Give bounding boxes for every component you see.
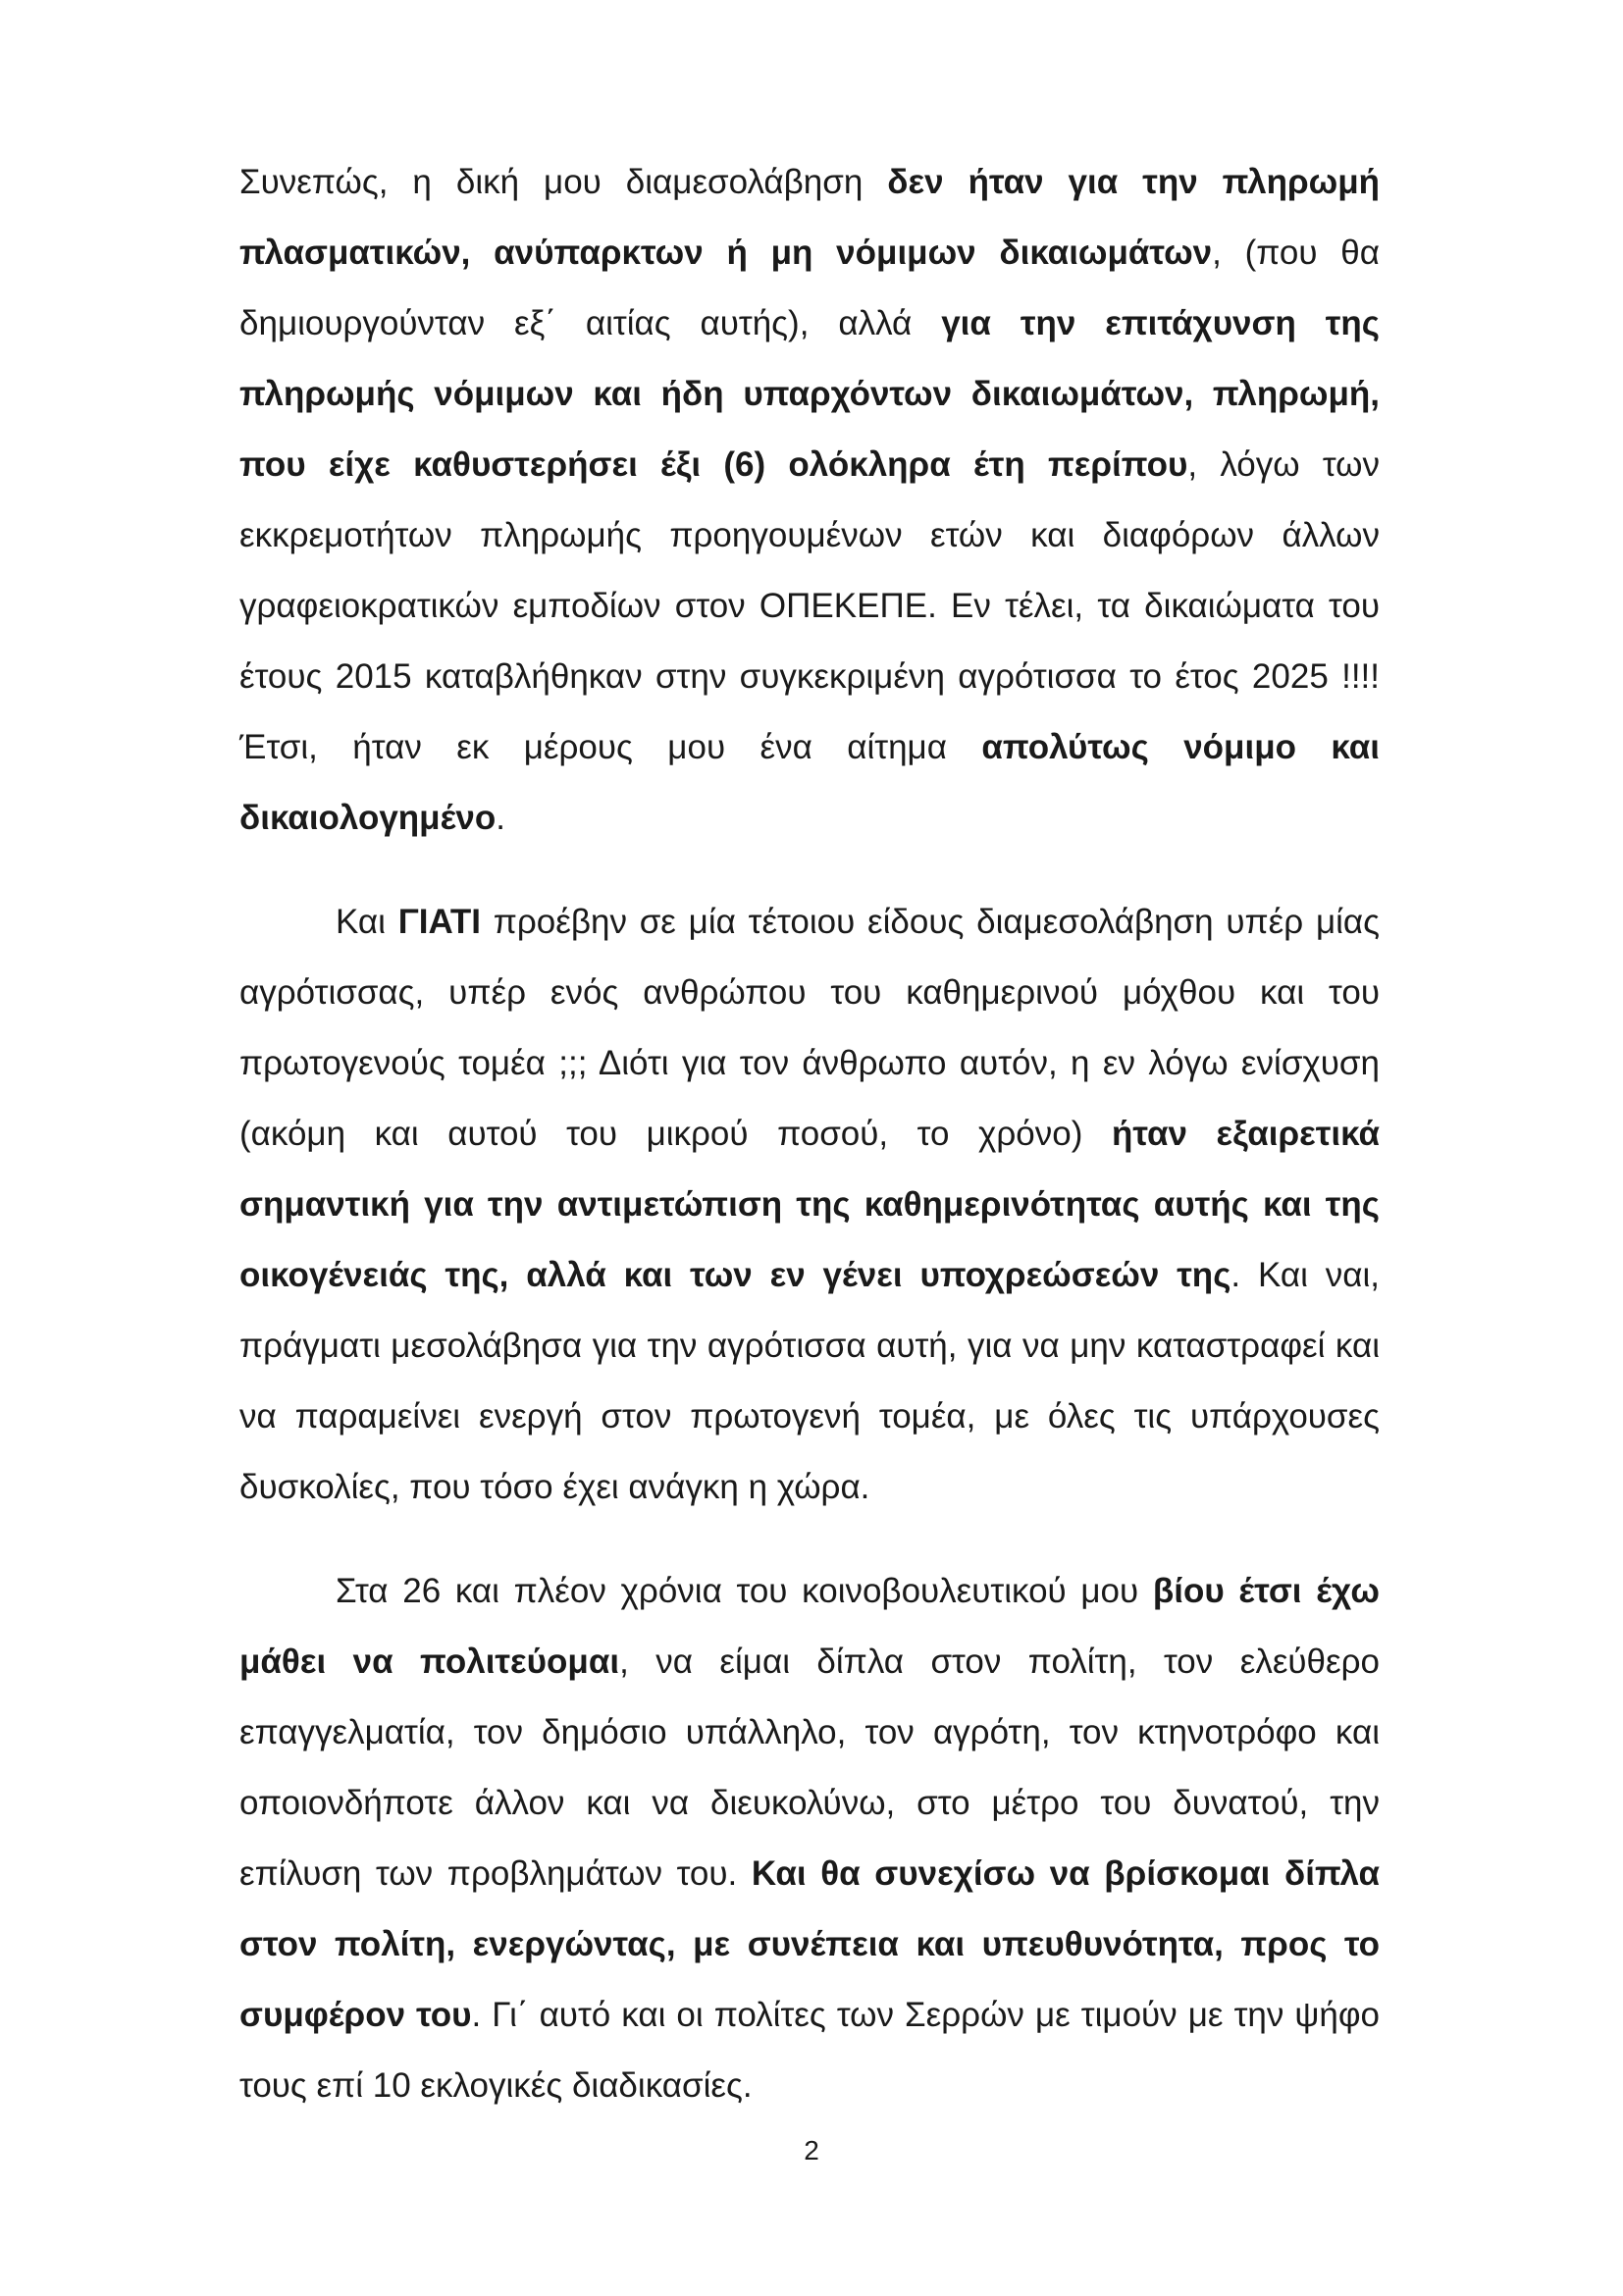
bold-text-run: βίου έτσι έχω μάθει να πολιτεύομαι: [239, 1572, 1380, 1681]
document-page: [239, 147, 1380, 2121]
text-run: , λόγω των εκκρεμοτήτων πληρωμής προηγουμένων ετών και διαφόρων άλλων γραφειοκρατικών εμποδίων στον ΟΠΕΚΕΠΕ. Εν τέλει, τα δικαιώματα του έτους 2015 καταβλήθηκαν στην συγκεκριμένη αγρότισσα το έτος 2025 !!!! Έτσι, ήταν εκ μέρους μου ένα αίτημα: [239, 445, 1380, 766]
bold-text-run: δεν ήταν για την πληρωμή πλασματικών, ανύπαρκτων ή μη νόμιμων δικαιωμάτων: [239, 163, 1381, 272]
bold-text-run: ΓΙΑΤΙ: [397, 903, 481, 941]
text-run: προέβην σε μία τέτοιου είδους διαμεσολάβηση υπέρ μίας αγρότισσας, υπέρ ενός ανθρώπου του καθημερινού μόχθου και του πρωτογενούς τομέα ;;; Διότι για τον άνθρωπο αυτόν, η εν λόγω ενίσχυση (ακόμη και αυτού του μικρού ποσού, το χρόνο): [239, 903, 1381, 1153]
text-run: .: [496, 799, 505, 837]
text-run: , να είμαι δίπλα στον πολίτη, τον ελεύθερο επαγγελματία, τον δημόσιο υπάλληλο, τον αγρότη, τον κτηνοτρόφο και οποιονδήποτε άλλον και να διευκολύνω, στο μέτρο του δυνατού, την επίλυση των προβλημάτων του.: [239, 1643, 1381, 1893]
bold-text-run: για την επιτάχυνση της πληρωμής νόμιμων και ήδη υπαρχόντων δικαιωμάτων, πληρωμή, που είχε καθυστερήσει έξι (6) ολόκληρα έτη περίπου: [239, 304, 1380, 484]
bold-text-run: ήταν εξαιρετικά σημαντική για την αντιμετώπιση της καθημερινότητας αυτής και της οικογένειάς της, αλλά και των εν γένει υποχρεώσεών της: [239, 1115, 1380, 1294]
text-run: . Γι΄ αυτό και οι πολίτες των Σερρών με τιμούν με την ψήφο τους επί 10 εκλογικές διαδικασίες.: [239, 1996, 1380, 2105]
text-run: , (που θα δημιουργούνταν εξ΄ αιτίας αυτής), αλλά: [239, 234, 1380, 342]
text-run: Συνεπώς, η δική μου διαμεσολάβηση: [239, 163, 888, 201]
bold-text-run: Και θα συνεχίσω να βρίσκομαι δίπλα στον πολίτη, ενεργώντας, με συνέπεια και υπευθυνότητα, προς το συμφέρον του: [239, 1854, 1381, 2034]
paragraph-1: [239, 147, 1380, 854]
bold-text-run: απολύτως νόμιμο και δικαιολογημένο: [239, 728, 1380, 837]
text-run: Στα 26 και πλέον χρόνια του κοινοβουλευτικού μου: [336, 1572, 1153, 1610]
paragraph-3: [239, 1556, 1380, 2121]
page-number: 2: [804, 2135, 819, 2166]
text-run: Και: [336, 903, 398, 941]
paragraph-2: [239, 887, 1380, 1523]
text-run: . Και ναι, πράγματι μεσολάβησα για την αγρότισσα αυτή, για να μην καταστραφεί και να παραμείνει ενεργή στον πρωτογενή τομέα, με όλες τις υπάρχουσες δυσκολίες, που τόσο έχει ανάγκη η χώρα.: [239, 1256, 1381, 1506]
